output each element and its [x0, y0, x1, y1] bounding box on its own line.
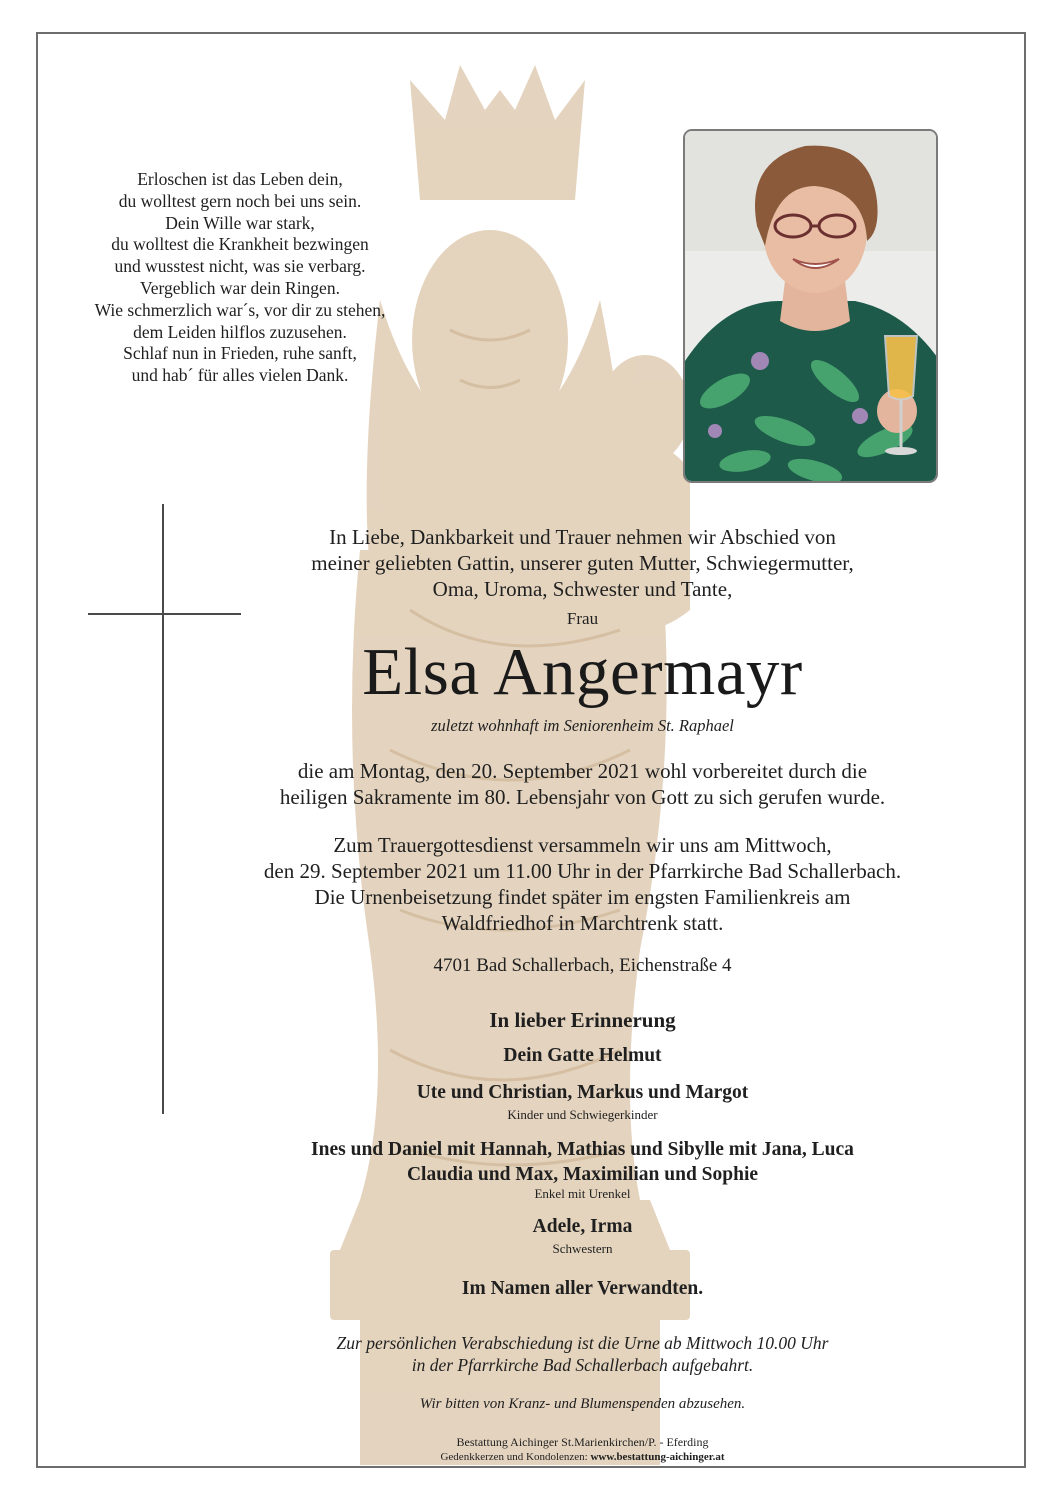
portrait-photo: [683, 129, 938, 483]
poem-line: du wolltest die Krankheit bezwingen: [111, 234, 369, 255]
service-line: Waldfriedhof in Marchtrenk statt.: [441, 911, 724, 935]
honorific: Frau: [566, 609, 599, 628]
memorial-poem: [60, 169, 420, 387]
intro-text: [180, 524, 985, 602]
service-line: den 29. September 2021 um 11.00 Uhr in der Pfarrkirche Bad Schallerbach.: [263, 859, 902, 883]
mourner-spouse: Dein Gatte Helmut: [503, 1045, 662, 1066]
condolence-label: Gedenkkerzen und Kondolenzen:: [440, 1451, 591, 1463]
children-role: Kinder und Schwiegerkinder: [507, 1107, 658, 1122]
poem-line: dem Leiden hilflos zuzusehen.: [133, 321, 347, 342]
poem-line: du wolltest gern noch bei uns sein.: [118, 190, 362, 211]
website-link[interactable]: www.bestattung-aichinger.at: [590, 1451, 725, 1463]
intro-line: meiner geliebten Gattin, unserer guten Mutter, Schwiegermutter,: [311, 551, 854, 575]
deceased-name: Elsa Angermayr: [362, 635, 803, 709]
viewing-line: in der Pfarrkirche Bad Schallerbach aufgebahrt.: [411, 1355, 754, 1375]
poem-line: und wusstest nicht, was sie verbarg.: [114, 256, 366, 277]
poem-line: Dein Wille war stark,: [165, 212, 315, 233]
intro-line: Oma, Uroma, Schwester und Tante,: [432, 577, 733, 601]
flowers-note: Wir bitten von Kranz- und Blumenspenden abzusehen.: [419, 1396, 746, 1412]
service-details: [180, 832, 985, 936]
mourner-grandchildren: [180, 1137, 985, 1187]
intro-line: In Liebe, Dankbarkeit und Trauer nehmen wir Abschied von: [329, 525, 836, 549]
residence-note: zuletzt wohnhaft im Seniorenheim St. Raphael: [431, 716, 734, 735]
mourner-children: Ute und Christian, Markus und Margot: [416, 1082, 749, 1103]
service-line: Zum Trauergottesdienst versammeln wir uns am Mittwoch,: [333, 833, 832, 857]
cross-vertical-bar: [162, 504, 164, 1114]
mourners-closing: Im Namen aller Verwandten.: [461, 1278, 704, 1299]
grandchildren-line: Ines und Daniel mit Hannah, Mathias und Sibylle mit Jana, Luca: [311, 1139, 854, 1160]
poem-line: und hab´ für alles vielen Dank.: [131, 365, 349, 386]
viewing-line: Zur persönlichen Verabschiedung ist die Urne ab Mittwoch 10.00 Uhr: [336, 1333, 829, 1353]
mourner-siblings: Adele, Irma: [532, 1216, 633, 1237]
portrait-illustration: [685, 131, 938, 483]
poem-line: Wie schmerzlich war´s, vor dir zu stehen,: [94, 299, 386, 320]
condolence-line: [180, 1451, 985, 1463]
siblings-role: Schwestern: [552, 1241, 613, 1256]
death-line: heiligen Sakramente im 80. Lebensjahr von Gott zu sich gerufen wurde.: [279, 785, 886, 809]
death-notice: [180, 758, 985, 810]
funeral-home-line: Bestattung Aichinger St.Marienkirchen/P. - Eferding: [456, 1435, 709, 1449]
grandchildren-line: Claudia und Max, Maximilian und Sophie: [406, 1164, 759, 1185]
service-line: Die Urnenbeisetzung findet später im engsten Familienkreis am: [314, 885, 851, 909]
mourners-heading: In lieber Erinnerung: [489, 1008, 676, 1032]
poem-line: Schlaf nun in Frieden, ruhe sanft,: [123, 343, 357, 364]
grandchildren-role: Enkel mit Urenkel: [534, 1186, 631, 1201]
poem-line: Vergeblich war dein Ringen.: [140, 277, 340, 298]
viewing-note: [180, 1332, 985, 1376]
death-line: die am Montag, den 20. September 2021 wohl vorbereitet durch die: [297, 759, 868, 783]
poem-line: Erloschen ist das Leben dein,: [137, 169, 343, 189]
family-address: 4701 Bad Schallerbach, Eichenstraße 4: [433, 955, 732, 976]
